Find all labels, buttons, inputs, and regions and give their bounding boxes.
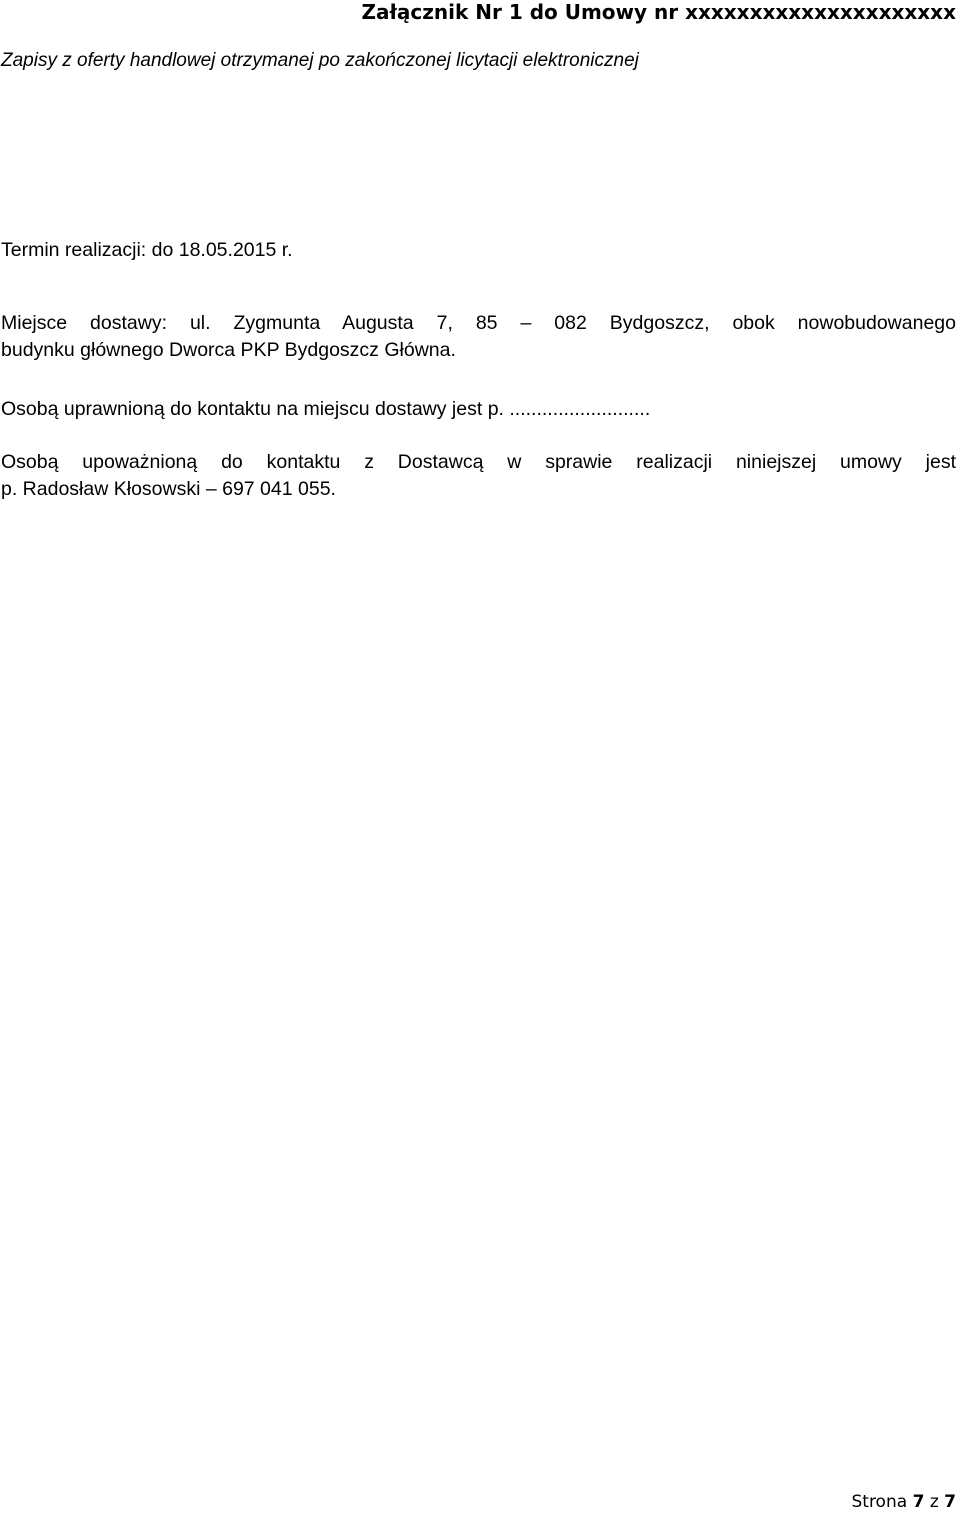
authorized-contact-supplier-line-1: Osobą upoważnioną do kontaktu z Dostawcą w sprawie realizacji niniejszej umowy jest <box>1 451 956 473</box>
authorized-contact-supplier-line-2: p. Radosław Kłosowski – 697 041 055. <box>1 478 336 500</box>
delivery-place-line-2: budynku głównego Dworca PKP Bydgoszcz Główna. <box>1 339 456 361</box>
page-separator: z <box>929 1492 939 1512</box>
delivery-place <box>1 310 956 364</box>
document-header-title: Załącznik Nr 1 do Umowy nr xxxxxxxxxxxxxxxxxxxxx <box>361 0 956 24</box>
document-subtitle: Zapisy z oferty handlowej otrzymanej po zakończonej licytacji elektronicznej <box>1 50 639 71</box>
page-number-footer <box>851 1492 956 1512</box>
total-page-count: 7 <box>944 1492 956 1512</box>
delivery-place-line-1: Miejsce dostawy: ul. Zygmunta Augusta 7, 85 – 082 Bydgoszcz, obok nowobudowanego <box>1 312 956 334</box>
page-label: Strona <box>851 1492 908 1512</box>
delivery-deadline: Termin realizacji: do 18.05.2015 r. <box>1 239 293 261</box>
authorized-contact-on-site: Osobą uprawnioną do kontaktu na miejscu dostawy jest p. .......................... <box>1 398 651 420</box>
current-page-number: 7 <box>912 1492 925 1512</box>
authorized-contact-supplier <box>1 449 956 503</box>
